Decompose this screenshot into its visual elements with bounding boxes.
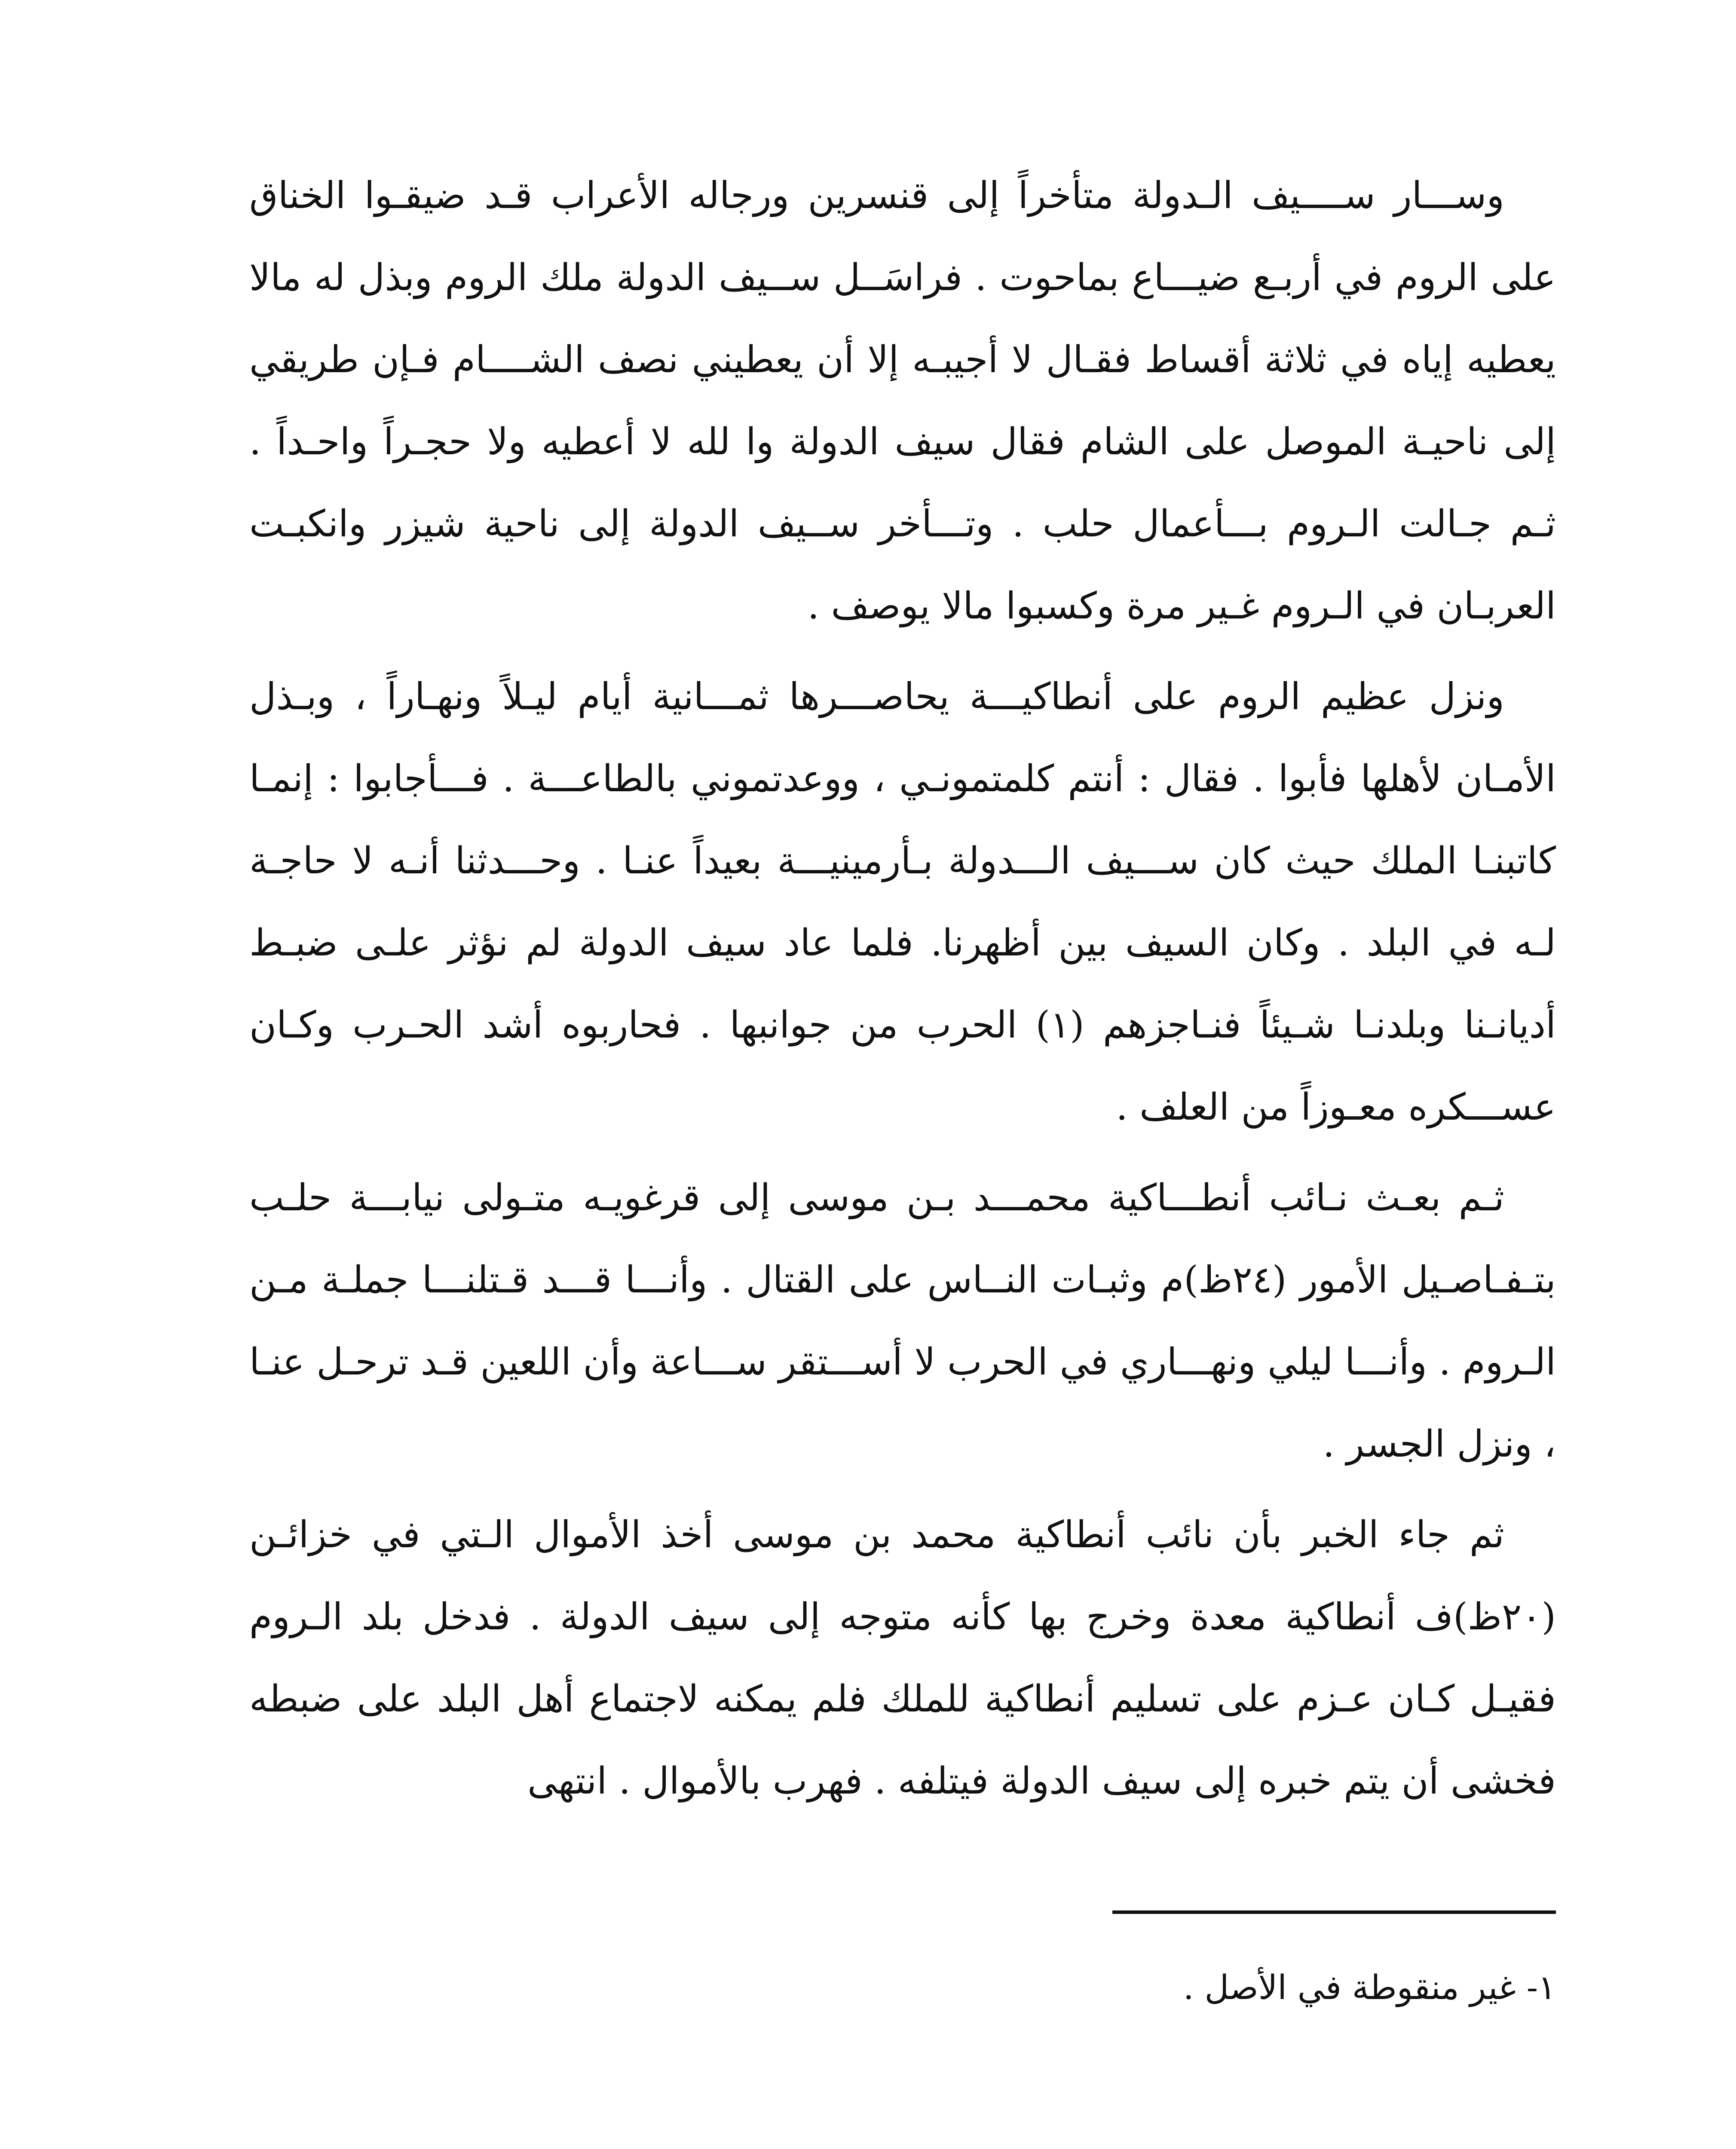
footnote-divider <box>1112 1910 1556 1914</box>
paragraph-4: ثم جاء الخبر بأن نائب أنطاكية محمد بن موسى أخذ الأموال الـتي في خزائـن (٢٠ظ)ف أنطاكية معدة وخرج بها كأنه متوجه إلى سيف الدولة . فدخل بلد الـروم فقيـل كـان عـزم على تسليم أنطاكية للملك فلم يمكنه لاجتماع أهل البلد على ضبطه فخشى أن يتم خبره إلى سيف الدولة فيتلفه . فهرب بالأموال . انتهى <box>249 1513 1556 1803</box>
footnote: ١- غير منقوطة في الأصل . <box>1183 1968 1556 2007</box>
paragraph-3: ثـم بعـث نـائب أنطـــاكية محمـــد بـن موسى إلى قرغويـه متـولى نيابـــة حلـب بتـفـاصـيل الأمور (٢٤ظ)م وثبـات النــاس على القتال . وأنـــا قـــد قـتلنـــا جملـة مـن الـروم . وأنـــا ليلي ونهـــاري في الحرب لا أســـتقر ســـاعة وأن اللعين قـد ترحـل عنـا ، ونزل الجسر . <box>249 1176 1556 1466</box>
paragraph-2: ونزل عظيم الروم على أنطاكيـــة يحاصـــرها ثمـــانية أيام ليـلاً ونهـاراً ، وبـذل الأمـان لأهلها فأبوا . فقال : أنتم كلمتمونـي ، ووعدتموني بالطاعـــة . فـــأجابوا : إنمـا كاتبنـا الملك حيث كان ســـيف الـــدولة بـأرمينيـــة بعيداً عنـا . وحـــدثنا أنـه لا حاجـة لـه في البلد . وكان السيف بين أظهرنا. فلما عاد سيف الدولة لم نؤثر علـى ضبـط أديانـنا وبلدنـا شـيئاً فنـاجزهم (١) الحرب من جوانبها . فحاربوه أشد الحـرب وكـان عســـكره معـوزاً من العلف . <box>249 675 1556 1129</box>
paragraph-1: وســـار ســــيف الـدولة متأخراً إلى قنسرين ورجاله الأعراب قـد ضيقـوا الخناق على الروم في أربـع ضيـــاع بماحوت . فراسَــل ســيف الدولة ملك الروم وبذل له مالا يعطيه إياه في ثلاثة أقساط فقـال لا أجيبـه إلا أن يعطيني نصف الشــــام فـإن طريقي إلى ناحيـة الموصل على الشام فقال سيف الدولة وا لله لا أعطيه ولا حجـراً واحـداً . ثـم جـالت الـروم بـــأعمال حلب . وتـــأخر ســيف الدولة إلى ناحية شيزر وانكبـت العربـان في الـروم غـير مرة وكسبوا مالا يوصف . <box>249 174 1556 628</box>
body-text <box>249 155 1556 1822</box>
